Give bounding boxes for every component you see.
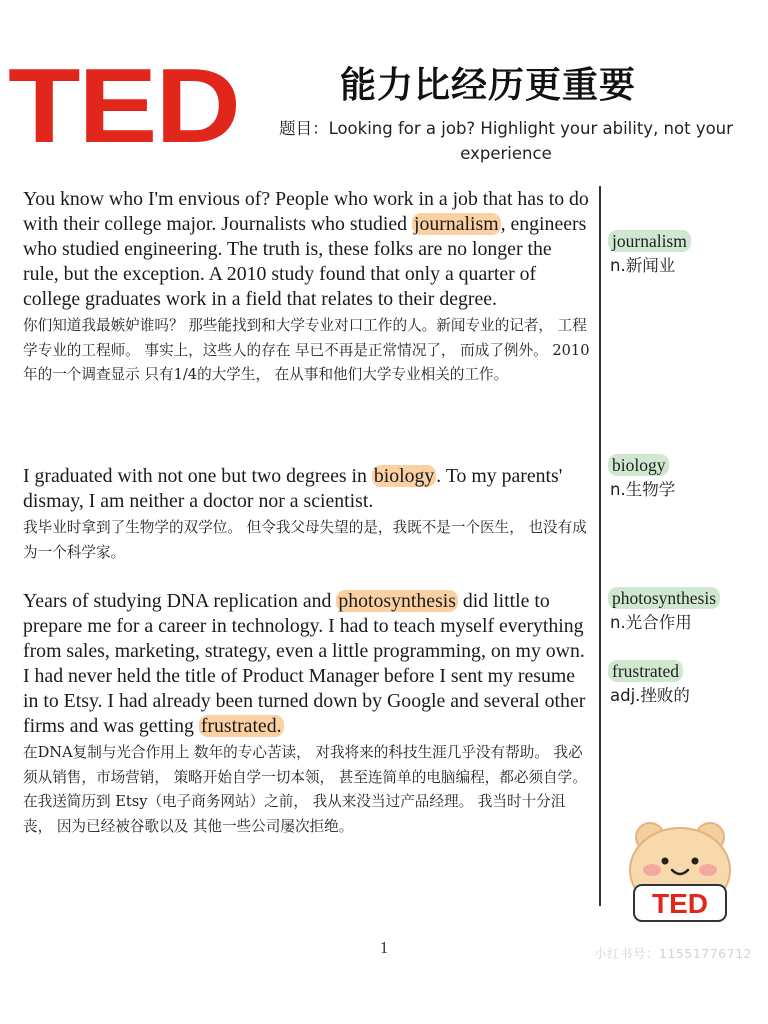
text-segment: You know who I'm envious of? People who work in a job that has to do with their college major. Journalists who studied [23, 188, 589, 235]
paragraph-english [23, 187, 591, 312]
mascot-badge-text: TED [652, 888, 708, 919]
bear-mascot-icon [620, 815, 740, 925]
ted-logo: TED [8, 47, 239, 165]
page-subtitle: 题目：Looking for a job? Highlight your ability, not your experience [279, 119, 733, 163]
text-segment: , engineers who studied engineering. The truth is, these folks are no longer the rule, but the exception. A 2010 study found that only a quarter of college graduates work in a field that relates to their degree. [23, 213, 587, 310]
vocab-word: journalism [608, 230, 691, 252]
paragraph-english [23, 589, 591, 739]
vocab-entry-photosynthesis [608, 587, 758, 636]
paragraph-3 [23, 589, 591, 839]
text-segment: Years of studying DNA replication and [23, 590, 337, 612]
vocab-definition: n.新闻业 [610, 256, 676, 275]
vocab-entry-journalism [608, 230, 758, 279]
vocab-word: frustrated [608, 660, 683, 682]
highlighted-term: photosynthesis [338, 590, 456, 612]
page-title: 能力比经历更重要 [340, 65, 637, 106]
text-segment: I graduated with not one but two degrees in [23, 465, 372, 487]
paragraph-english [23, 464, 591, 514]
text-segment: did little to prepare me for a career in technology. I had to teach myself everything from sales, marketing, strategy, even a little programming, on my own. I had never held the title of Product Manager before I sent my resume in to Etsy. I had already been turned down by Google and several other firms and was getting [23, 590, 586, 737]
column-divider [599, 186, 601, 906]
vocab-entry-biology [608, 454, 758, 503]
vocab-word: photosynthesis [608, 587, 720, 609]
paragraph-chinese: 在DNA复制与光合作用上 数年的专心苦读， 对我将来的科技生涯几乎没有帮助。 我必须从销售，市场营销， 策略开始自学一切本领， 甚至连简单的电脑编程，都必须自学。 在我送简历到 Etsy（电子商务网站）之前， 我从来没当过产品经理。 我当时十分沮丧， 因为已经被谷歌以及 其他一些公司屡次拒绝。 [23, 744, 587, 835]
vocab-word: biology [608, 454, 669, 476]
vocab-definition: adj.挫败的 [610, 686, 690, 705]
highlighted-term: biology [373, 465, 435, 487]
vocab-definition: n.生物学 [610, 480, 676, 499]
text-segment: . To my parents' dismay, I am neither a doctor nor a scientist. [23, 465, 563, 512]
highlighted-term: journalism [413, 213, 499, 235]
highlighted-term: frustrated. [200, 715, 282, 737]
page-number: 1 [379, 938, 389, 957]
paragraph-2 [23, 464, 591, 565]
paragraph-chinese: 我毕业时拿到了生物学的双学位。 但令我父母失望的是，我既不是一个医生， 也没有成为一个科学家。 [23, 519, 587, 561]
vocab-definition: n.光合作用 [610, 613, 692, 632]
paragraph-1 [23, 187, 591, 388]
paragraph-chinese: 你们知道我最嫉妒谁吗？ 那些能找到和大学专业对口工作的人。新闻专业的记者， 工程学专业的工程师。 事实上，这些人的存在 早已不再是正常情况了， 而成了例外。 2010年的一个调查显示 只有1/4的大学生， 在从事和他们大学专业相关的工作。 [23, 317, 590, 383]
vocab-entry-frustrated [608, 660, 758, 709]
watermark: 小红书号：11551776712 [594, 946, 752, 961]
